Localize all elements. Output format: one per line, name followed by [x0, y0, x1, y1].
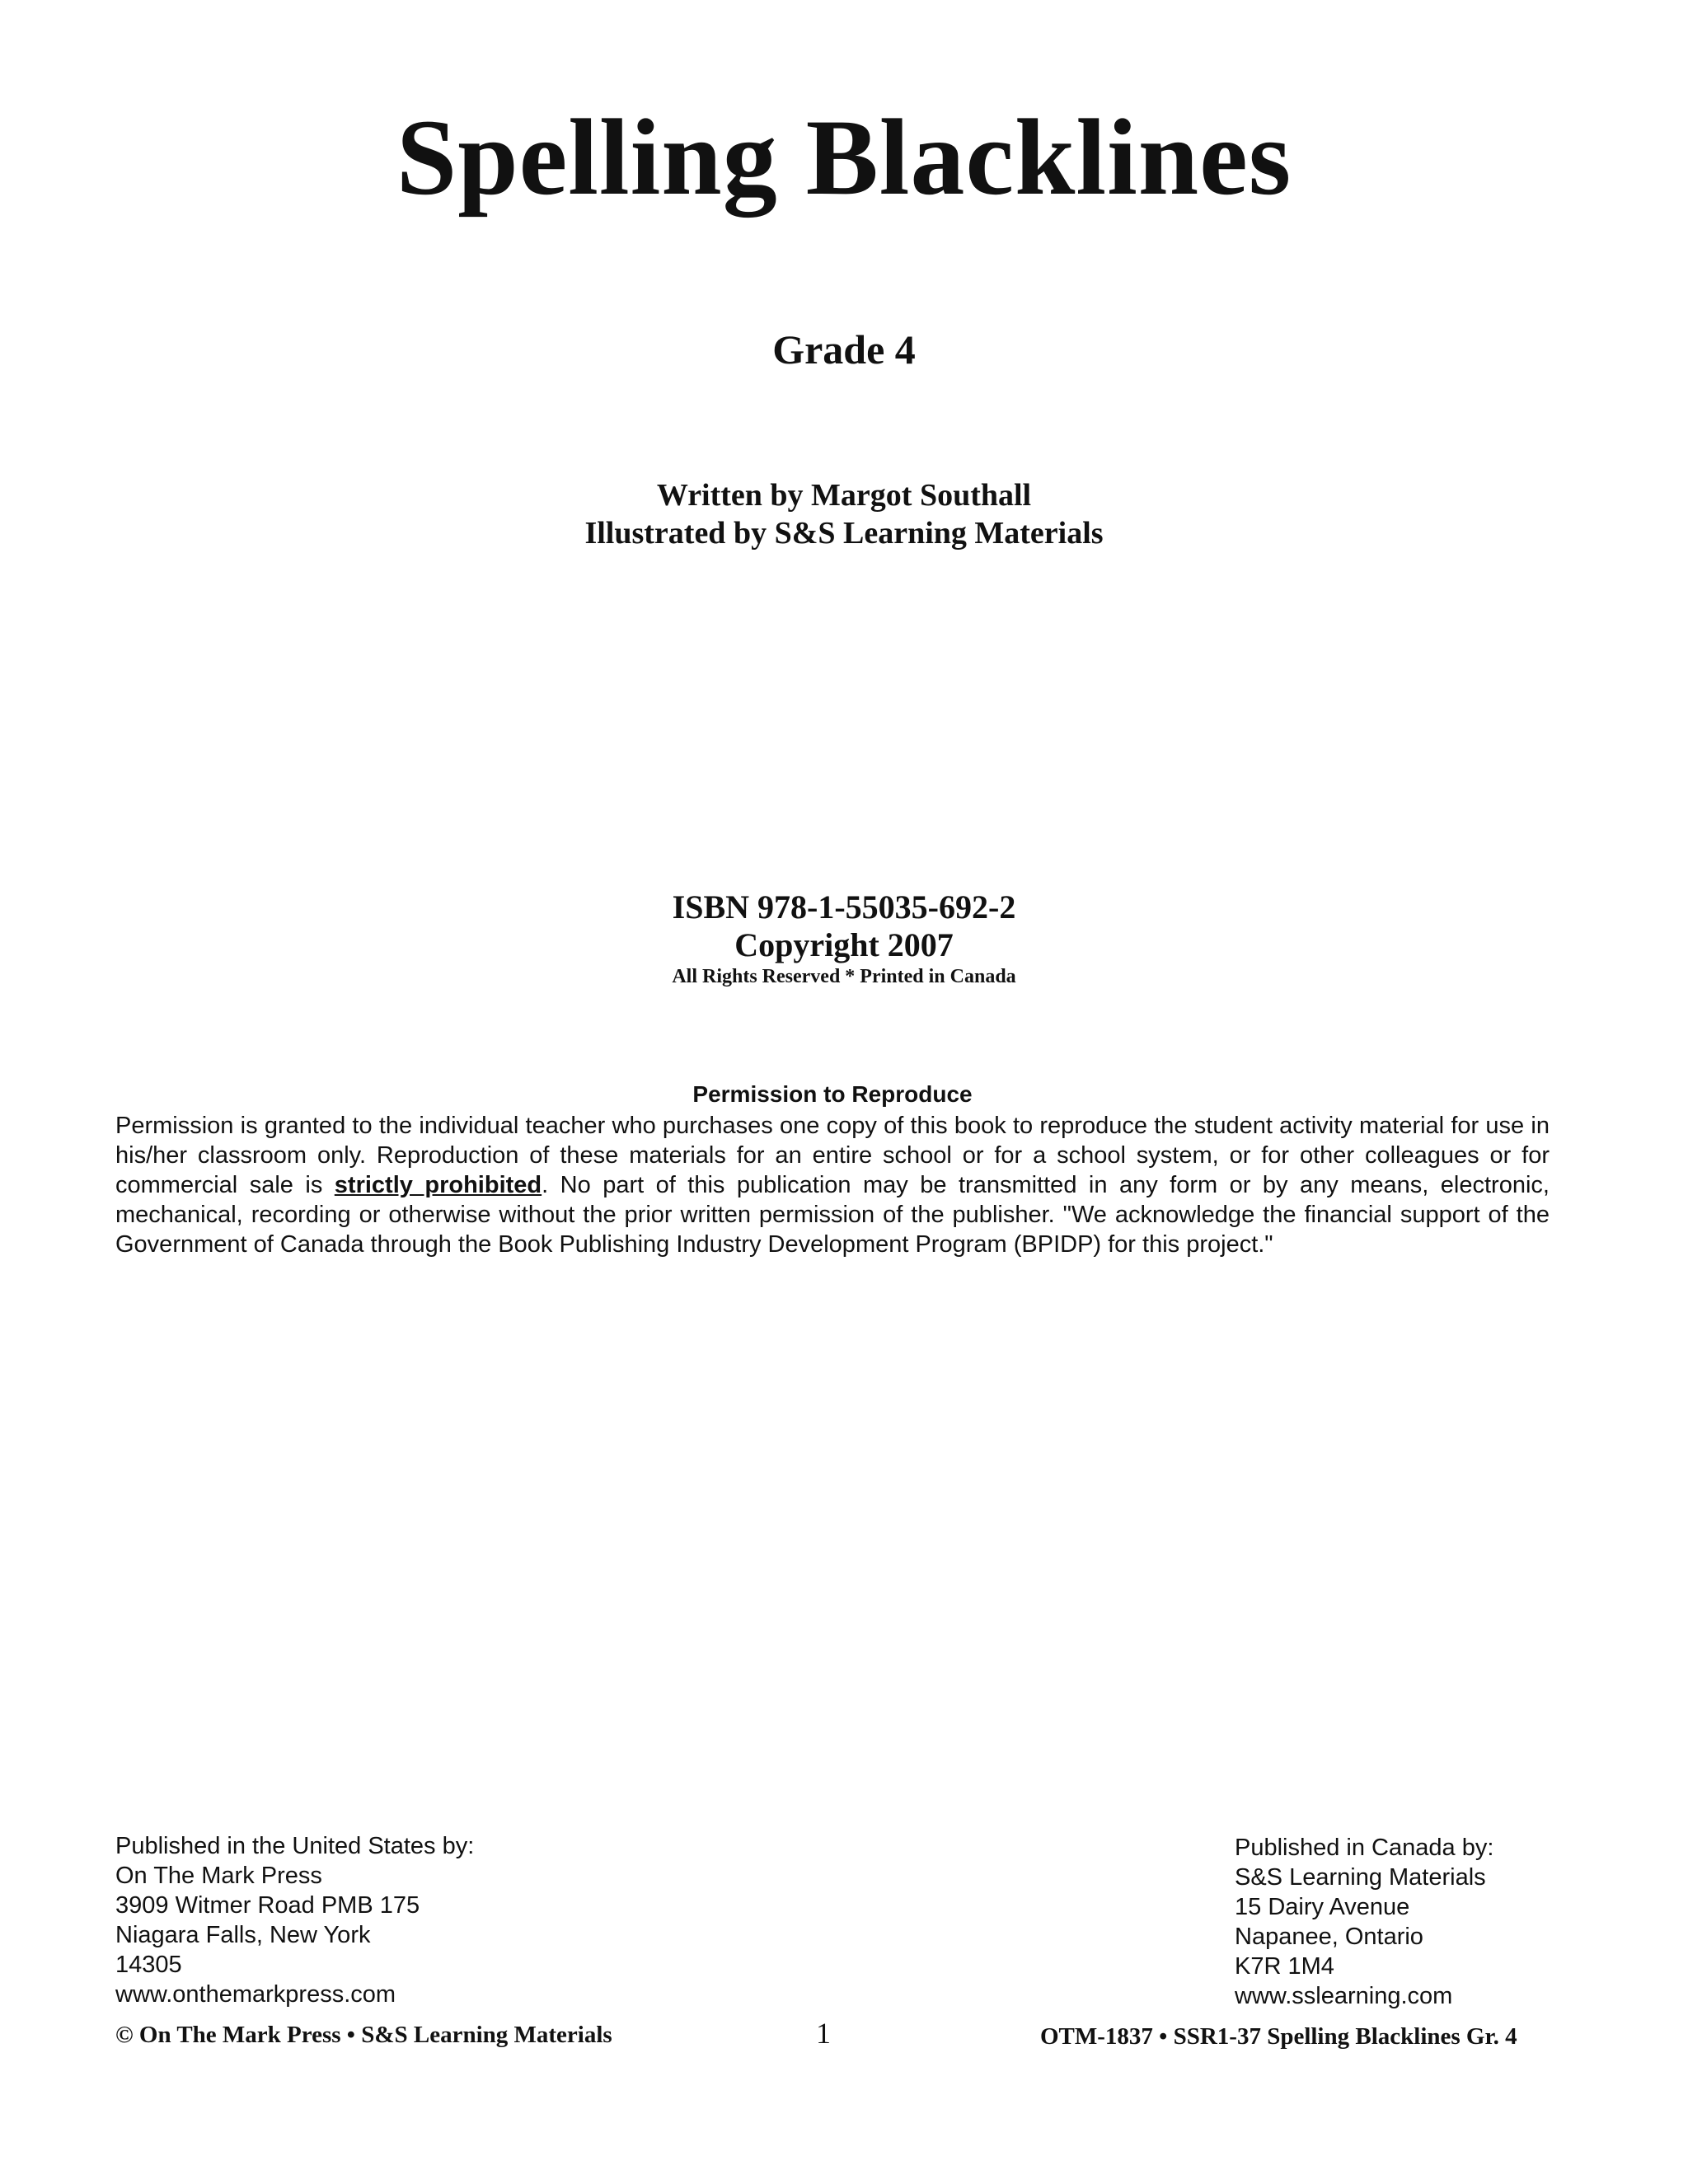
us-publisher-name: On The Mark Press [115, 1863, 322, 1889]
us-publisher-heading: Published in the United States by: [115, 1833, 475, 1859]
permission-text-part: Permission is granted to the individual teacher who purchases one copy of this book to reproduce the student activity material for use in his/her classroom only. Reproduction of these materials for an entire school or for a school system, or for other colleagues or for commercial sale is [115, 1113, 1550, 1198]
credits-block [0, 476, 1688, 553]
author-credit: Written by Margot Southall [656, 478, 1032, 513]
us-publisher-city: Niagara Falls, New York [115, 1922, 371, 1948]
canada-publisher-block [1235, 1833, 1493, 2011]
permission-text-part: . No part of this publication may be transmitted in any form or by any means, electronic, mechanical, recording or otherwise without the prior written permission of the publisher. "We acknowledge the financial support of the Government of Canada through the Book Publishing Industry Development Program (BPIDP) for this project." [115, 1172, 1550, 1258]
footer-copyright: © On The Mark Press • S&S Learning Materials [115, 2022, 612, 2048]
canada-publisher-website: www.sslearning.com [1235, 1983, 1453, 2009]
permission-text [115, 1111, 1550, 1259]
canada-publisher-postal: K7R 1M4 [1235, 1953, 1334, 1980]
illustrator-credit: Illustrated by S&S Learning Materials [584, 516, 1104, 551]
isbn-number: ISBN 978-1-55035-692-2 [672, 888, 1016, 926]
grade-heading: Grade 4 [772, 326, 916, 373]
permission-heading: Permission to Reproduce [692, 1081, 973, 1107]
canada-publisher-heading: Published in Canada by: [1235, 1835, 1494, 1861]
page-title: Spelling Blacklines [396, 96, 1292, 218]
publication-info [0, 888, 1688, 989]
copyright-line: Copyright 2007 [734, 926, 954, 963]
canada-publisher-city: Napanee, Ontario [1235, 1924, 1423, 1950]
page-number: 1 [816, 2017, 831, 2050]
us-publisher-block [115, 1831, 474, 2009]
prohibited-emphasis: strictly prohibited [334, 1172, 542, 1198]
canada-publisher-name: S&S Learning Materials [1235, 1864, 1486, 1891]
us-publisher-address: 3909 Witmer Road PMB 175 [115, 1892, 420, 1919]
rights-line: All Rights Reserved * Printed in Canada [672, 966, 1016, 987]
us-publisher-postal: 14305 [115, 1952, 182, 1978]
footer-product-code: OTM-1837 • SSR1-37 Spelling Blacklines Gr. 4 [1040, 2023, 1517, 2050]
permission-section [115, 1081, 1550, 1259]
canada-publisher-address: 15 Dairy Avenue [1235, 1894, 1410, 1920]
us-publisher-website: www.onthemarkpress.com [115, 1981, 396, 2008]
